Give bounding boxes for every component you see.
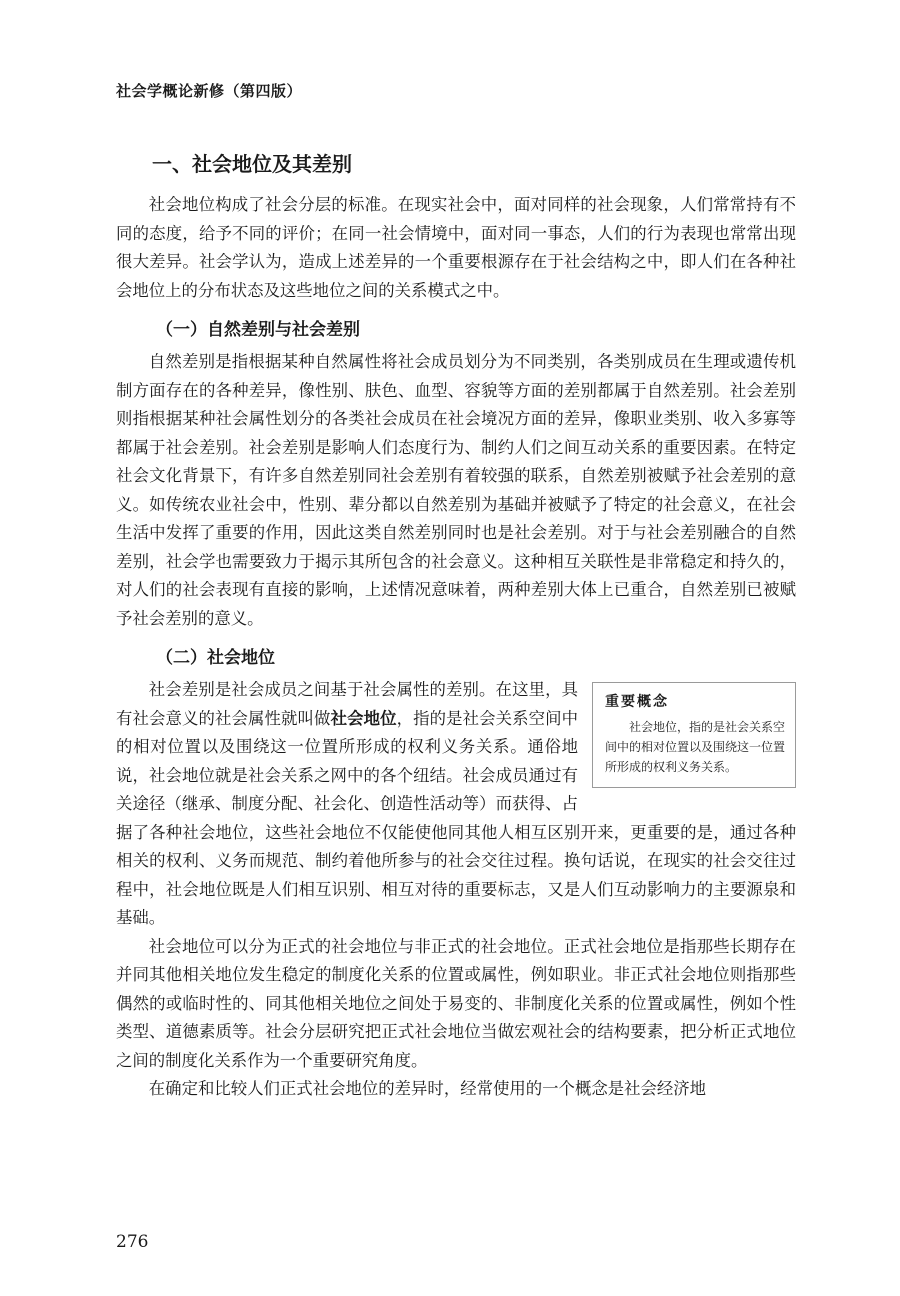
key-concept-text: 社会地位，指的是社会关系空间中的相对位置以及围绕这一位置所形成的权利义务关系。 [605,720,786,774]
running-head: 社会学概论新修（第四版） [116,82,303,100]
subsection-1-title: （一）自然差别与社会差别 [156,320,360,340]
para-text-before: 社会差别是社会成员之间基于社会属性的差别。在这里，具有社会意义的社会属性就叫做 [116,680,578,728]
key-concept-box [592,682,796,788]
subsection-2-title: （二）社会地位 [156,648,275,668]
para-text-after: ，指的是社会关系空间中的相对位置以及围绕这一位置所形成的权利义务关系。通俗地说，社会地位就是社会关系之网中的各个纽结。社会成员通过有关途径（继承、制度分配、社会化、创造性活动等）而获得、占据了各种社会地位，这些社会地位不仅能使他同其他人相互区别开来，更重要的是，通过各种相关的权利、义务而规范、制约着他所参与的社会交往过程。换句话说，在现实的社会交往过程中，社会地位既是人们相互识别、相互对待的重要标志，又是人们互动影响力的主要源泉和基础。 [116,708,796,927]
page-number: 276 [116,1232,149,1252]
subsection-2-paragraph-2: 社会地位可以分为正式的社会地位与非正式的社会地位。正式社会地位是指那些长期存在并同其他相关地位发生稳定的制度化关系的位置或属性，例如职业。非正式社会地位则指那些偶然的或临时性的、同其他相关地位之间处于易变的、非制度化关系的位置或属性，例如个性类型、道德素质等。社会分层研究把正式社会地位当做宏观社会的结构要素，把分析正式地位之间的制度化关系作为一个重要研究角度。 [116,936,796,1070]
key-concept-title: 重要概念 [605,694,669,710]
intro-paragraph: 社会地位构成了社会分层的标准。在现实社会中，面对同样的社会现象，人们常常持有不同的态度，给予不同的评价；在同一社会情境中，面对同一事态，人们的行为表现也常常出现很大差异。社会学认为，造成上述差异的一个重要根源存在于社会结构之中，即人们在各种社会地位上的分布状态及这些地位之间的关系模式之中。 [116,195,796,300]
section-title: 一、社会地位及其差别 [152,152,352,176]
page-body [116,148,796,1104]
subsection-2-paragraph-3: 在确定和比较人们正式社会地位的差异时，经常使用的一个概念是社会经济地 [148,1079,707,1098]
subsection-1-paragraph: 自然差别是指根据某种自然属性将社会成员划分为不同类别，各类别成员在生理或遗传机制方面存在的各种差异，像性别、肤色、血型、容貌等方面的差别都属于自然差别。社会差别则指根据某种社会属性划分的各类社会成员在社会境况方面的差异，像职业类别、收入多寡等都属于社会差别。社会差别是影响人们态度行为、制约人们之间互动关系的重要因素。在特定社会文化背景下，有许多自然差别同社会差别有着较强的联系，自然差别被赋予社会差别的意义。如传统农业社会中，性别、辈分都以自然差别为基础并被赋予了特定的社会意义，在社会生活中发挥了重要的作用，因此这类自然差别同时也是社会差别。对于与社会差别融合的自然差别，社会学也需要致力于揭示其所包含的社会意义。这种相互关联性是非常稳定和持久的，对人们的社会表现有直接的影响，上述情况意味着，两种差别大体上已重合，自然差别已被赋予社会差别的意义。 [116,352,796,628]
key-term: 社会地位 [330,708,397,728]
